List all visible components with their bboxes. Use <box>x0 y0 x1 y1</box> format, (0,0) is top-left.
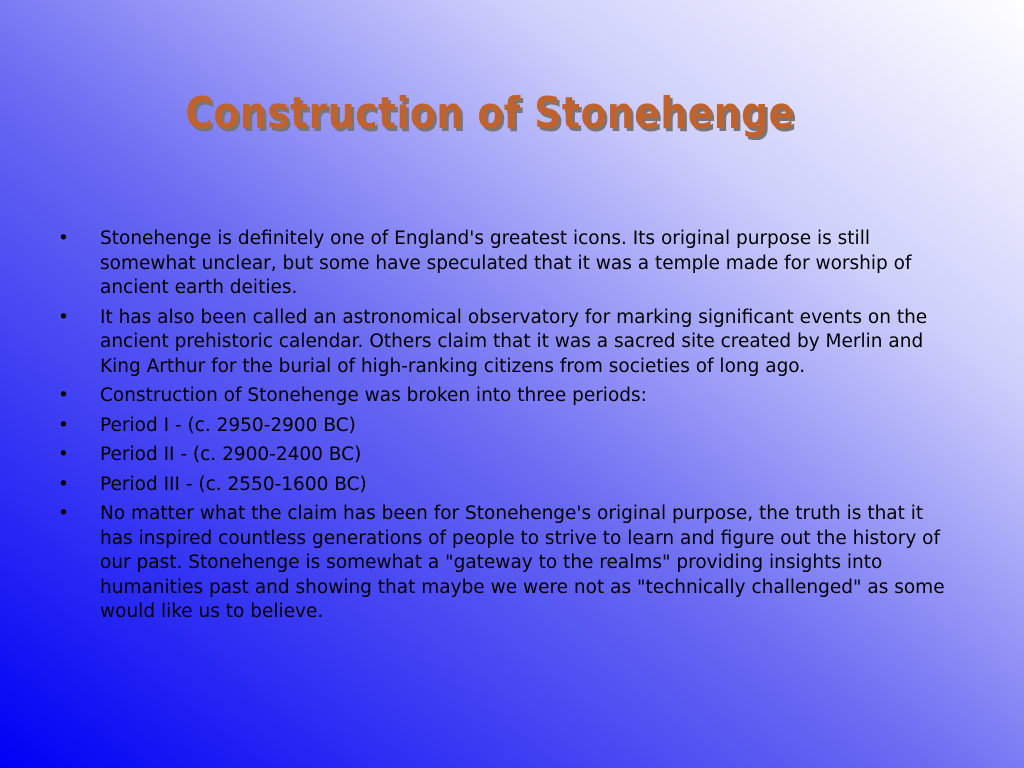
bullet-text: No matter what the claim has been for Stonehenge's original purpose, the truth is that it has inspired countless generations of people to strive to learn and figure out the history of our past. Stonehenge is somewhat a "gateway to the realms" providing insights into humanities past and showing that maybe we were not as "technically challenged" as some would like us to believe. <box>100 503 945 622</box>
bullet-icon: • <box>58 414 69 436</box>
list-item <box>58 473 958 498</box>
slide-title: Construction of Stonehenge <box>185 88 795 139</box>
bullet-text: Period III - (c. 2550-1600 BC) <box>100 473 367 495</box>
list-item <box>58 443 958 468</box>
bullet-icon: • <box>58 385 69 406</box>
bullet-icon: • <box>58 228 69 249</box>
bullet-text: Construction of Stonehenge was broken into three periods: <box>100 385 647 406</box>
list-item <box>58 227 958 301</box>
bullet-icon: • <box>58 473 69 495</box>
bullet-icon: • <box>58 444 69 465</box>
list-item <box>58 502 958 625</box>
bullet-text: Period II - (c. 2900-2400 BC) <box>100 444 362 465</box>
bullet-text: Stonehenge is definitely one of England's greatest icons. Its original purpose is still somewhat unclear, but some have speculated that it was a temple made for worship of ancient earth deities. <box>100 228 912 298</box>
bullet-text: Period I - (c. 2950-2900 BC) <box>100 414 356 436</box>
list-item <box>58 384 958 409</box>
list-item <box>58 306 958 380</box>
bullet-list <box>58 227 958 630</box>
bullet-icon: • <box>58 306 69 328</box>
bullet-text: It has also been called an astronomical observatory for marking significant events on the ancient prehistoric calendar. Others claim that it was a sacred site created by Merlin and King Arthur for the burial of high-ranking citizens from societies of long ago. <box>100 306 928 377</box>
bullet-icon: • <box>58 503 69 524</box>
list-item <box>58 414 958 439</box>
